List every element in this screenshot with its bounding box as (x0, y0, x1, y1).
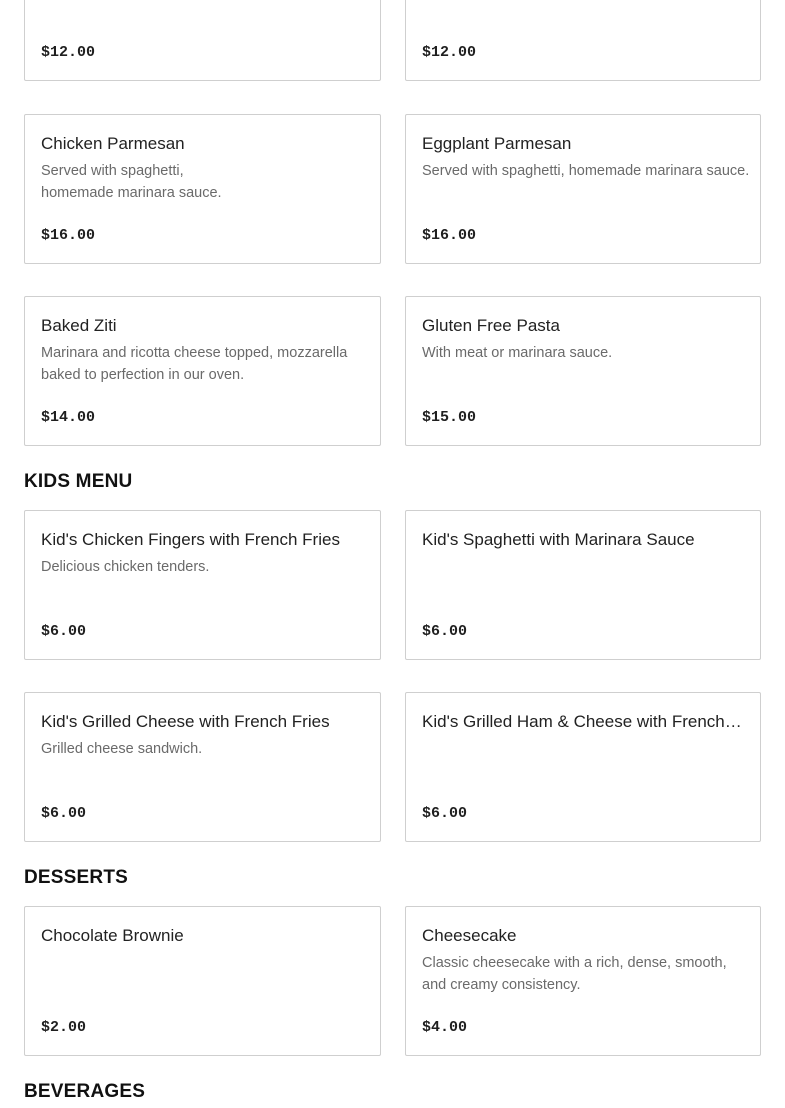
section-heading-beverages: BEVERAGES (24, 1081, 146, 1102)
menu-item-card[interactable] (405, 692, 761, 842)
item-name: Gluten Free Pasta (422, 316, 560, 335)
menu-item-card[interactable] (24, 0, 381, 81)
menu-item-card[interactable] (405, 296, 761, 446)
menu-item-card[interactable] (405, 510, 761, 660)
menu-item-card[interactable] (24, 510, 381, 660)
item-name: Baked Ziti (41, 316, 117, 335)
item-name: Kid's Chicken Fingers with French Fries (41, 530, 340, 549)
item-description: Served with spaghetti, homemade marinara sauce. (422, 163, 750, 179)
section-heading-kids-menu: KIDS MENU (24, 471, 133, 492)
item-price: $12.00 (41, 44, 96, 61)
menu-item-card[interactable] (405, 114, 761, 264)
item-description: Delicious chicken tenders. (41, 559, 210, 575)
item-price: $12.00 (422, 44, 477, 61)
section-heading-desserts: DESSERTS (24, 867, 129, 888)
item-price: $6.00 (422, 805, 468, 822)
item-description: With meat or marinara sauce. (422, 345, 613, 361)
menu-item-card[interactable] (24, 692, 381, 842)
item-price: $6.00 (41, 623, 87, 640)
item-price: $16.00 (422, 227, 477, 244)
item-description: Marinara and ricotta cheese topped, mozzarella baked to perfection in our oven. (41, 345, 348, 383)
item-price: $6.00 (41, 805, 87, 822)
item-name: Kid's Grilled Ham & Cheese with French… (422, 712, 742, 731)
item-price: $16.00 (41, 227, 96, 244)
menu-item-card[interactable] (405, 906, 761, 1056)
item-description: Classic cheesecake with a rich, dense, smooth, and creamy consistency. (422, 955, 727, 993)
item-description: Served with spaghetti, homemade marinara sauce. (41, 163, 222, 201)
menu-item-card[interactable] (24, 906, 381, 1056)
item-name: Cheesecake (422, 926, 517, 945)
item-name: Eggplant Parmesan (422, 134, 572, 153)
item-price: $15.00 (422, 409, 477, 426)
item-name: Kid's Spaghetti with Marinara Sauce (422, 530, 695, 549)
item-description: Grilled cheese sandwich. (41, 741, 203, 757)
item-price: $4.00 (422, 1019, 468, 1036)
item-name: Chicken Parmesan (41, 134, 185, 153)
menu-item-card[interactable] (405, 0, 761, 81)
item-price: $14.00 (41, 409, 96, 426)
item-name: Chocolate Brownie (41, 926, 184, 945)
item-name: Kid's Grilled Cheese with French Fries (41, 712, 330, 731)
menu-item-card[interactable] (24, 114, 381, 264)
menu-item-card[interactable] (24, 296, 381, 446)
item-price: $2.00 (41, 1019, 87, 1036)
item-price: $6.00 (422, 623, 468, 640)
